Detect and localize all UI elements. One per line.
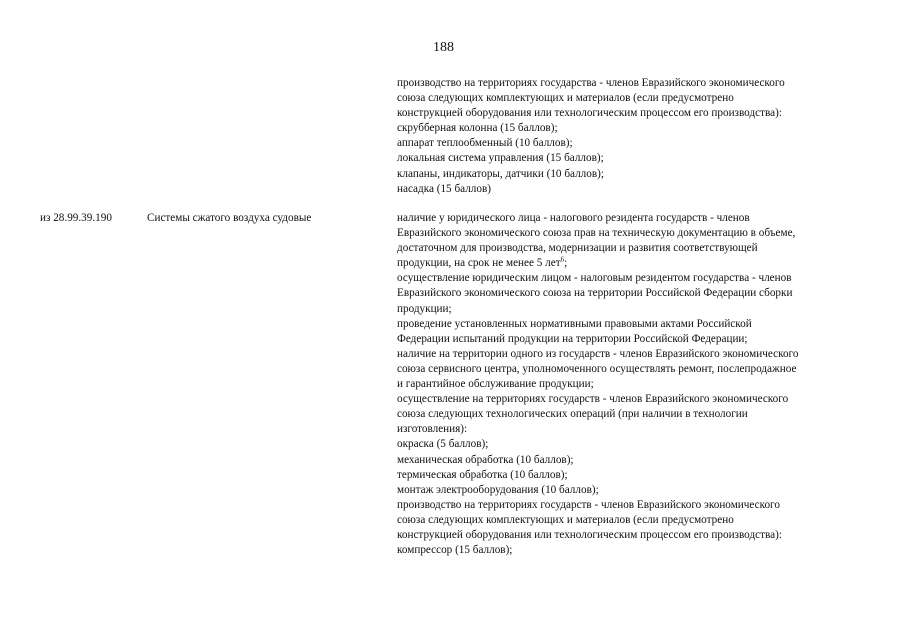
product-criteria <box>397 211 798 558</box>
text-line: осуществление на территориях государств - членов Евразийского экономического <box>397 393 789 406</box>
text-line: союза сервисного центра, уполномоченного осуществлять ремонт, послепродажное <box>397 362 797 375</box>
text-line: достаточном для производства, модернизации и развития соответствующей <box>397 242 758 255</box>
text-line: монтаж электрооборудования (10 баллов); <box>397 483 599 496</box>
text-line: окраска (5 баллов); <box>397 438 489 451</box>
text-line-with-footnote <box>397 256 798 271</box>
text-line: и гарантийное обслуживание продукции; <box>397 378 594 391</box>
text-line: осуществление юридическим лицом - налоговым резидентом государства - членов <box>397 272 792 285</box>
text-line: наличие у юридического лица - налогового резидента государств - членов <box>397 212 750 224</box>
text-line: локальная система управления (15 баллов); <box>397 152 604 165</box>
product-code: из 28.99.39.190 <box>40 212 112 224</box>
text-line: союза следующих комплектующих и материалов (если предусмотрено <box>397 513 734 526</box>
text-line: производство на территориях государств - членов Евразийского экономического <box>397 498 780 511</box>
text-line: Федерации испытаний продукции на территории Российской Федерации; <box>397 332 748 345</box>
text-line: Евразийского экономического союза на территории Российской Федерации сборки <box>397 287 793 300</box>
text-line: продукции; <box>397 302 452 315</box>
text-line: проведение установленных нормативными правовыми актами Российской <box>397 317 752 330</box>
text-line: компрессор (15 баллов); <box>397 544 513 557</box>
text-line: термическая обработка (10 баллов); <box>397 468 568 481</box>
text-line: клапаны, индикаторы, датчики (10 баллов); <box>397 167 604 180</box>
text-line: наличие на территории одного из государств - членов Евразийского экономического <box>397 347 799 360</box>
text-line: аппарат теплообменный (10 баллов); <box>397 137 573 150</box>
text-line: Евразийского экономического союза прав на техническую документацию в объеме, <box>397 227 796 240</box>
text-segment: ; <box>564 257 568 270</box>
product-name: Системы сжатого воздуха судовые <box>147 212 312 224</box>
text-line: конструкцией оборудования или технологическим процессом его производства): <box>397 528 782 541</box>
text-line: насадка (15 баллов) <box>397 182 491 195</box>
text-segment: продукции, на срок не менее 5 лет <box>397 257 561 270</box>
text-line: производство на территориях государства - членов Евразийского экономического <box>397 77 785 89</box>
page-number: 188 <box>433 40 454 55</box>
text-line: конструкцией оборудования или технологическим процессом его производства): <box>397 107 782 120</box>
text-line: механическая обработка (10 баллов); <box>397 453 574 466</box>
text-line: союза следующих технологических операций (при наличии в технологии <box>397 408 748 421</box>
text-line: союза следующих комплектующих и материалов (если предусмотрено <box>397 92 734 105</box>
text-line: изготовления): <box>397 423 468 436</box>
text-line: скрубберная колонна (15 баллов); <box>397 122 558 135</box>
continued-criteria <box>397 76 785 197</box>
footnote-ref: 6 <box>560 255 565 264</box>
